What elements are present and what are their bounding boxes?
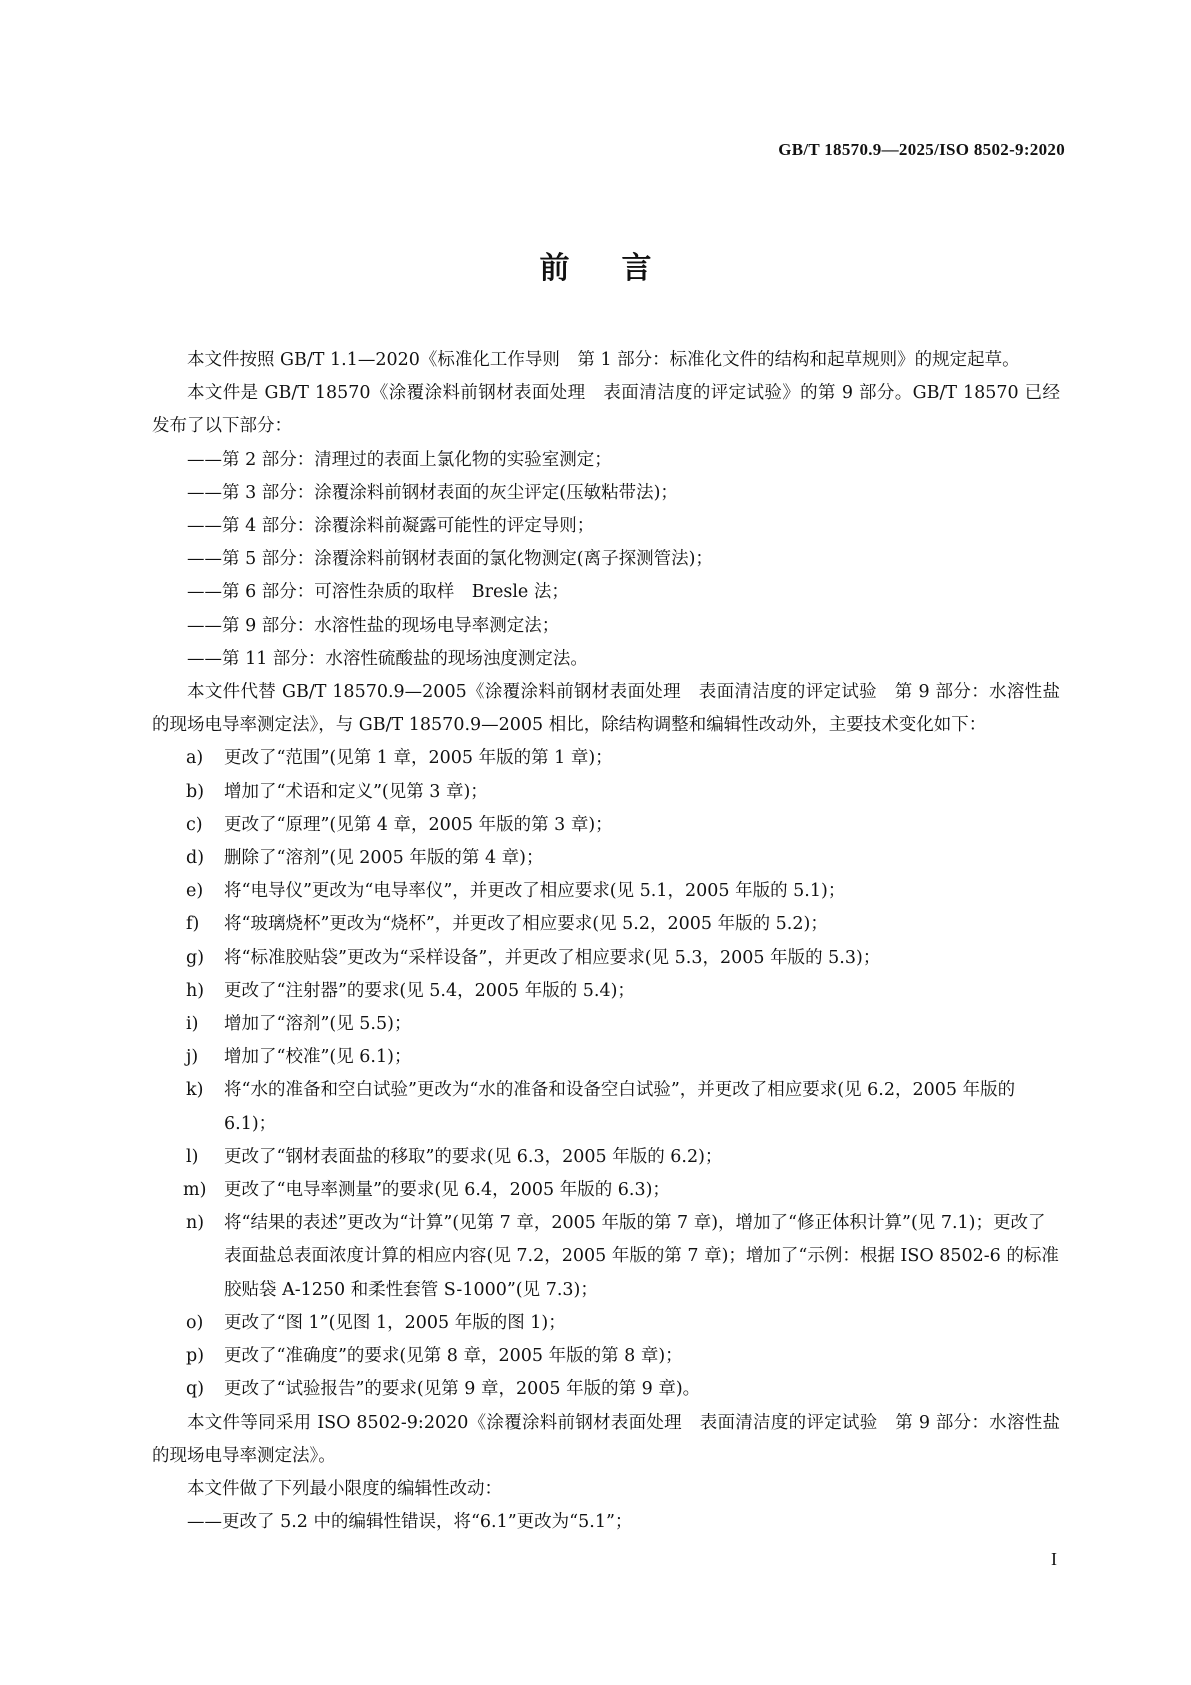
change-text: 更改了“范围”(见第 1 章，2005 年版的第 1 章)； — [224, 748, 613, 769]
change-text: 更改了“原理”(见第 4 章，2005 年版的第 3 章)； — [224, 814, 613, 835]
change-label: f) — [186, 914, 200, 935]
change-text: 删除了“溶剂”(见 2005 年版的第 4 章)； — [224, 848, 544, 869]
paragraph-equivalence: 本文件等同采用 ISO 8502-9:2020《涂覆涂料前钢材表面处理 表面清洁度的评定试验 第 9 部分：水溶性盐的现场电导率测定法》。 — [152, 1412, 1060, 1466]
change-label: g) — [186, 947, 205, 968]
change-text: 将“水的准备和空白试验”更改为“水的准备和设备空白试验”，并更改了相应要求(见 6.2，2005 年版的 6.1)； — [224, 1080, 1016, 1134]
change-label: n) — [186, 1213, 205, 1234]
change-label: j) — [186, 1047, 199, 1068]
change-label: p) — [186, 1346, 205, 1367]
change-text: 更改了“试验报告”的要求(见第 9 章，2005 年版的第 9 章)。 — [224, 1379, 701, 1400]
change-item-m — [152, 1174, 1060, 1207]
change-item-f — [152, 908, 1060, 941]
foreword-body — [152, 344, 1060, 1539]
change-label: m) — [183, 1180, 207, 1201]
change-label: k) — [186, 1080, 204, 1101]
paragraph-replaces: 本文件代替 GB/T 18570.9—2005《涂覆涂料前钢材表面处理 表面清洁度的评定试验 第 9 部分：水溶性盐的现场电导率测定法》，与 GB/T 18570.9—2005 相比，除结构调整和编辑性改动外，主要技术变化如下： — [152, 682, 1060, 736]
change-item-e — [152, 875, 1060, 908]
list-item-part-3: ——第 3 部分：涂覆涂料前钢材表面的灰尘评定(压敏粘带法)； — [187, 482, 678, 503]
change-label: i) — [186, 1014, 199, 1035]
change-text: 更改了“注射器”的要求(见 5.4，2005 年版的 5.4)； — [224, 980, 635, 1001]
change-text: 更改了“图 1”(见图 1，2005 年版的图 1)； — [224, 1312, 566, 1333]
change-text: 将“电导仪”更改为“电导率仪”，并更改了相应要求(见 5.1，2005 年版的 5.1)； — [224, 881, 846, 902]
change-item-c — [152, 809, 1060, 842]
list-item-part-11: ——第 11 部分：水溶性硫酸盐的现场浊度测定法。 — [187, 648, 588, 669]
paragraph-drafting-rules: 本文件按照 GB/T 1.1—2020《标准化工作导则 第 1 部分：标准化文件的结构和起草规则》的规定起草。 — [187, 350, 1020, 370]
change-item-d — [152, 842, 1060, 875]
change-label: c) — [186, 814, 203, 835]
list-item-editorial-change: ——更改了 5.2 中的编辑性错误，将“6.1”更改为“5.1”； — [187, 1512, 633, 1533]
change-label: q) — [186, 1379, 205, 1400]
paragraph-editorial-intro: 本文件做了下列最小限度的编辑性改动： — [187, 1478, 502, 1499]
change-label: d) — [186, 848, 205, 869]
change-item-k — [152, 1074, 1060, 1140]
change-item-a — [152, 742, 1060, 775]
change-text: 增加了“溶剂”(见 5.5)； — [224, 1014, 412, 1035]
change-item-b — [152, 776, 1060, 809]
change-text: 将“结果的表述”更改为“计算”(见第 7 章，2005 年版的第 7 章)，增加了“修正体积计算”(见 7.1)；更改了表面盐总表面浓度计算的相应内容(见 7.2，2005 年版的第 7 章)；增加了“示例：根据 ISO 8502-6 的标准胶贴袋 A-1250 和柔性套管 S-1000”(见 7.3)； — [224, 1213, 1059, 1300]
list-item-part-9: ——第 9 部分：水溶性盐的现场电导率测定法； — [187, 615, 560, 636]
change-label: b) — [186, 781, 205, 802]
change-item-n — [152, 1207, 1060, 1307]
change-text: 将“标准胶贴袋”更改为“采样设备”，并更改了相应要求(见 5.3，2005 年版的 5.3)； — [224, 947, 881, 968]
list-item-part-5: ——第 5 部分：涂覆涂料前钢材表面的氯化物测定(离子探测管法)； — [187, 549, 713, 570]
change-item-j — [152, 1041, 1060, 1074]
page-title: 前言 — [539, 251, 704, 286]
paragraph-series-intro: 本文件是 GB/T 18570《涂覆涂料前钢材表面处理 表面清洁度的评定试验》的第 9 部分。GB/T 18570 已经发布了以下部分： — [152, 383, 1060, 437]
standard-code-header: GB/T 18570.9—2025/ISO 8502-9:2020 — [778, 140, 1065, 159]
list-item-part-2: ——第 2 部分：清理过的表面上氯化物的实验室测定； — [187, 449, 612, 470]
list-item-part-6: ——第 6 部分：可溶性杂质的取样 Bresle 法； — [187, 582, 569, 603]
change-label: a) — [186, 748, 204, 769]
change-text: 更改了“钢材表面盐的移取”的要求(见 6.3，2005 年版的 6.2)； — [224, 1146, 723, 1167]
change-text: 更改了“电导率测量”的要求(见 6.4，2005 年版的 6.3)； — [224, 1180, 670, 1201]
change-item-g — [152, 942, 1060, 975]
list-item-part-4: ——第 4 部分：涂覆涂料前凝露可能性的评定导则； — [187, 516, 595, 537]
change-item-l — [152, 1141, 1060, 1174]
change-item-h — [152, 975, 1060, 1008]
change-text: 将“玻璃烧杯”更改为“烧杯”，并更改了相应要求(见 5.2，2005 年版的 5.2)； — [224, 914, 828, 935]
change-text: 增加了“术语和定义”(见第 3 章)； — [224, 781, 488, 802]
change-label: l) — [186, 1146, 199, 1167]
change-text: 更改了“准确度”的要求(见第 8 章，2005 年版的第 8 章)； — [224, 1346, 683, 1367]
change-item-q — [152, 1373, 1060, 1406]
change-item-o — [152, 1307, 1060, 1340]
change-label: o) — [186, 1312, 204, 1333]
change-item-p — [152, 1340, 1060, 1373]
change-text: 增加了“校准”(见 6.1)； — [224, 1047, 412, 1068]
change-label: h) — [186, 980, 205, 1001]
change-label: e) — [186, 881, 204, 902]
change-item-i — [152, 1008, 1060, 1041]
page-number: I — [1051, 1549, 1057, 1569]
